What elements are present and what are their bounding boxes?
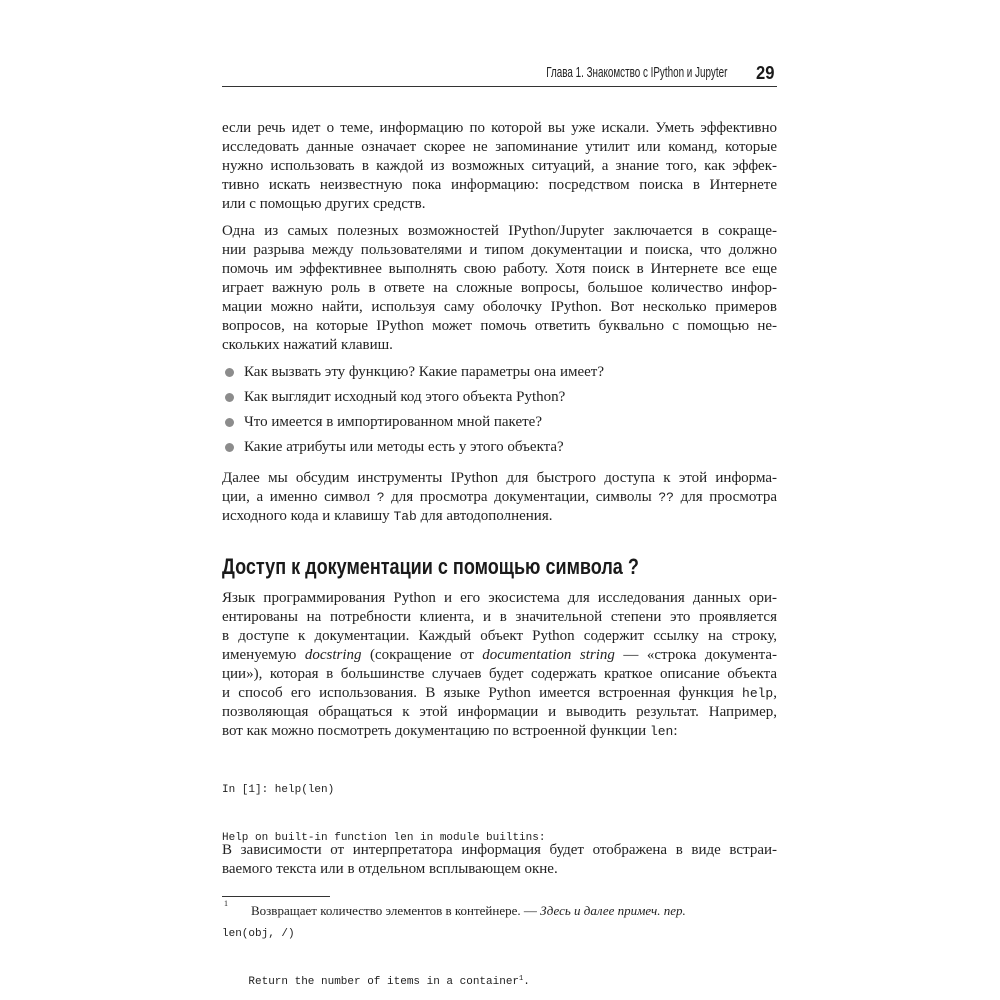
text-line: ентированы на потребности клиента, и в значительной степени это проявляется xyxy=(222,609,777,625)
section-heading: Доступ к документации с помощью символа ? xyxy=(222,554,639,579)
text-line: скольких нажатий клавиш. xyxy=(222,337,393,353)
bullet-item xyxy=(222,388,777,407)
text-line: нужно использовать в каждой из возможных ситуаций, а знание того, как эффек- xyxy=(222,158,777,174)
text-line: нии разрыва между пользователями и типом документации и поиска, что должно xyxy=(222,242,777,258)
translator-note: Здесь и далее примеч. пер. xyxy=(540,903,686,918)
page-number: 29 xyxy=(756,63,775,83)
text-line xyxy=(222,684,777,703)
text-segment: вот как можно посмотреть документацию по встроенной функции xyxy=(222,723,650,739)
bullet-item xyxy=(222,438,777,457)
text-line: Далее мы обсудим инструменты IPython для быстрого доступа к этой информа- xyxy=(222,470,777,486)
text-segment: для автодополнения. xyxy=(416,508,553,524)
bullet-text: Какие атрибуты или методы есть у этого объекта? xyxy=(244,439,564,455)
bullet-dot-icon xyxy=(225,393,234,402)
bullet-dot-icon xyxy=(225,418,234,427)
text-segment: : xyxy=(673,723,678,739)
paragraph-5 xyxy=(222,841,777,879)
question-mark-symbol: ? xyxy=(376,490,385,505)
text-line: Язык программирования Python и его экосистема для исследования данных ори- xyxy=(222,590,777,606)
tab-key-label: Tab xyxy=(393,509,417,524)
code-docstring-end: . xyxy=(523,976,530,988)
text-segment: и способ его использования. В языке Python имеется встроенная функция xyxy=(222,685,743,701)
header-rule xyxy=(222,86,777,87)
bullet-text: Что имеется в импортированном мной пакете? xyxy=(244,414,542,430)
text-segment: (сокращение от xyxy=(361,647,483,663)
code-docstring: Return the number of items in a container xyxy=(248,976,520,988)
text-line: вопросов, на которые IPython может помочь ответить буквально с помощью не- xyxy=(222,318,777,334)
text-segment: ции, а именно символ xyxy=(222,489,377,505)
footnote-rule xyxy=(222,896,330,897)
text-line: помочь им эффективнее выполнять свою работу. Хотя поиск в Интернете все еще xyxy=(222,261,777,277)
text-segment: для просмотра документации, символы xyxy=(384,489,659,505)
bullet-item xyxy=(222,413,777,432)
text-line: или с помощью других средств. xyxy=(222,196,426,212)
code-output-line: len(obj, /) xyxy=(222,928,295,940)
text-segment: , xyxy=(773,685,777,701)
italic-term: documentation string xyxy=(482,647,615,663)
bullet-text: Как выглядит исходный код этого объекта Python? xyxy=(244,389,566,405)
code-input-line: In [1]: help(len) xyxy=(222,784,335,796)
text-line: тивно искать неизвестную пока информацию: посредством поиска в Интернете xyxy=(222,177,777,193)
text-segment: — «строка документа- xyxy=(614,647,777,663)
text-line: Одна из самых полезных возможностей IPython/Jupyter заключается в сокраще- xyxy=(222,223,777,239)
text-line: играет важную роль в ответе на сложные вопросы, большое количество инфор- xyxy=(222,280,777,296)
text-line: ваемого текста или в отдельном всплывающем окне. xyxy=(222,861,558,877)
code-blank-line xyxy=(222,878,545,894)
text-line: если речь идет о теме, информацию по которой вы уже искали. Уметь эффективно xyxy=(222,120,777,136)
inline-code: help xyxy=(742,686,774,701)
text-segment: исходного кода и клавишу xyxy=(222,508,394,524)
footnote-body: Возвращает количество элементов в контейнере. — xyxy=(251,903,541,918)
text-line xyxy=(222,507,777,526)
footnote-marker: 1 xyxy=(224,899,228,908)
code-output-line xyxy=(222,974,545,990)
paragraph-2 xyxy=(222,222,777,355)
bullet-dot-icon xyxy=(225,368,234,377)
code-output-line: Help on built-in function len in module builtins: xyxy=(222,832,546,844)
paragraph-4 xyxy=(222,589,777,741)
text-line xyxy=(222,722,777,741)
text-line xyxy=(222,488,777,507)
text-segment: именуемую xyxy=(222,647,305,663)
text-segment: для просмотра xyxy=(673,489,778,505)
text-line: В зависимости от интерпретатора информация будет отображена в виде встраи- xyxy=(222,842,777,858)
bullet-item xyxy=(222,363,777,382)
bullet-list xyxy=(222,363,777,463)
footnote-text xyxy=(222,902,777,919)
inline-code: len xyxy=(649,724,674,739)
bullet-text: Как вызвать эту функцию? Какие параметры она имеет? xyxy=(244,364,604,380)
text-line: ции»), которая в большинстве случаев будет содержать краткое описание объекта xyxy=(222,666,777,682)
text-line: в доступе к документации. Каждый объект Python содержит ссылку на строку, xyxy=(222,628,777,644)
text-line: мации можно найти, используя саму оболочку IPython. Вот несколько примеров xyxy=(222,299,777,315)
chapter-title: Глава 1. Знакомство с IPython и Jupyter xyxy=(545,65,727,81)
italic-term: docstring xyxy=(304,647,362,663)
paragraph-1 xyxy=(222,119,777,214)
text-line xyxy=(222,646,777,665)
text-line: позволяющая обращаться к этой информации и выводить результат. Например, xyxy=(222,704,777,720)
double-question-mark-symbol: ?? xyxy=(658,490,674,505)
footnote-reference: 1 xyxy=(519,975,524,983)
bullet-dot-icon xyxy=(225,443,234,452)
paragraph-3 xyxy=(222,469,777,526)
text-line: исследовать данные означает скорее не запоминание утилит или команд, которые xyxy=(222,139,777,155)
footnote xyxy=(222,899,777,919)
